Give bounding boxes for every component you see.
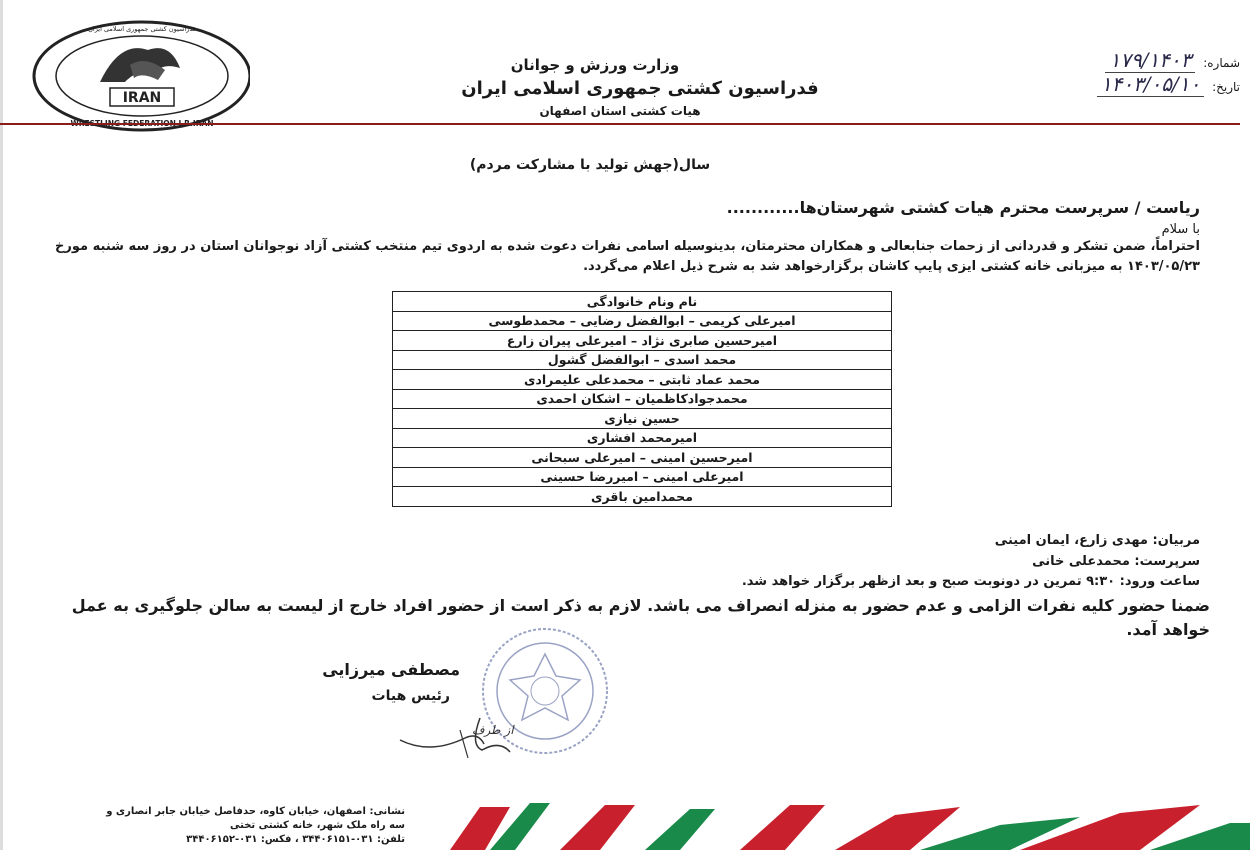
year-slogan: سال(جهش تولید با مشارکت مردم)	[469, 157, 711, 173]
logo-country-text: IRAN	[122, 90, 162, 106]
date-label: تاریخ:	[1212, 80, 1240, 94]
table-cell: امیرمحمد افشاری	[393, 428, 892, 448]
signatory-name: مصطفی میرزایی	[322, 660, 460, 679]
table-row	[393, 428, 892, 448]
number-label: شماره:	[1203, 56, 1240, 70]
signatory-title: رئیس هیات	[371, 688, 450, 704]
letter-date	[1030, 72, 1240, 96]
invited-wrestlers-table	[392, 291, 892, 507]
ministry-name: وزارت ورزش و جوانان	[510, 56, 680, 74]
table-cell: امیرعلی کریمی – ابوالفضل رضایی – محمدطوسی	[393, 311, 892, 331]
footer-contact	[60, 805, 405, 847]
table-header: نام ونام خانوادگی	[393, 292, 892, 312]
table-row	[393, 487, 892, 507]
federation-logo	[30, 20, 250, 132]
logo-top-text: فدراسیون کشتی جمهوری اسلامی ایران	[88, 25, 196, 33]
footer-address-line: نشانی: اصفهان، خیابان کاوه، حدفاصل خیابان جابر انصاری و	[106, 806, 405, 817]
table-cell: حسین نیازی	[393, 409, 892, 429]
table-row	[393, 311, 892, 331]
handwritten-signature	[360, 710, 530, 770]
flag-stripes	[440, 795, 1250, 850]
arrival-time-line: ساعت ورود: ۹:۳۰ تمرین در دونوبت صبح و بعد ازظهر برگزار خواهد شد.	[741, 574, 1200, 589]
table-cell: امیرعلی امینی – امیررضا حسینی	[393, 467, 892, 487]
province-board-name: هیات کشتی استان اصفهان	[539, 104, 701, 118]
table-cell: محمد اسدی – ابوالفضل گشول	[393, 350, 892, 370]
attendance-notice: ضمنا حضور کلیه نفرات الزامی و عدم حضور به منزله انصراف می باشد. لازم به ذکر است از حضور افراد خارج از لیست به سالن جلوگیری به عمل خواهد آمد.	[71, 596, 1210, 639]
footer-address-line: سه راه ملک شهر، خانه کشتی تختی	[230, 820, 405, 831]
greeting: با سلام	[1161, 222, 1200, 237]
recipient-line: ریاست / سرپرست محترم هیات کشتی شهرستان‌ها............	[726, 198, 1200, 217]
table-cell: امیرحسین امینی – امیرعلی سبحانی	[393, 448, 892, 468]
page-edge	[0, 0, 3, 850]
federation-name: فدراسیون کشتی جمهوری اسلامی ایران	[461, 78, 819, 99]
footer-phones: تلفن: ۰۳۱-۳۴۴۰۶۱۵۱ ، فکس: ۰۳۱-۳۴۴۰۶۱۵۲	[186, 834, 405, 845]
table-cell: محمدجوادکاظمیان – اشکان احمدی	[393, 389, 892, 409]
table-row	[393, 389, 892, 409]
table-row	[393, 409, 892, 429]
letter-number	[1030, 48, 1240, 72]
supervisor-line: سرپرست: محمدعلی خانی	[1032, 554, 1200, 569]
table-row	[393, 467, 892, 487]
letter-body: احتراماً، ضمن تشکر و قدردانی از زحمات جنابعالی و همکاران محترمتان، بدینوسیله اسامی نفرات دعوت شده به اردوی تیم منتخب کشتی آزاد نوجوانان استان در روز سه شنبه مورخ ۱۴۰۳/۰۵/۲۳ به میزبانی خانه کشتی ایزی پایپ کاشان برگزارخواهد شد به شرح ذیل اعلام می‌گردد.	[55, 239, 1200, 274]
signature-note: از طرف	[472, 723, 514, 737]
coaches-line: مربیان: مهدی زارع، ایمان امینی	[994, 533, 1200, 548]
table-row	[393, 370, 892, 390]
table-row	[393, 350, 892, 370]
table-cell: محمد عماد ثابتی – محمدعلی علیمرادی	[393, 370, 892, 390]
table-row	[393, 331, 892, 351]
table-cell: امیرحسین صابری نژاد – امیرعلی پیران زارع	[393, 331, 892, 351]
date-value: ۱۴۰۳/۰۵/۱۰	[1097, 72, 1204, 97]
table-row	[393, 448, 892, 468]
number-value: ۱۷۹/۱۴۰۳	[1105, 48, 1195, 73]
header-divider	[0, 123, 1240, 125]
table-cell: محمدامین باقری	[393, 487, 892, 507]
